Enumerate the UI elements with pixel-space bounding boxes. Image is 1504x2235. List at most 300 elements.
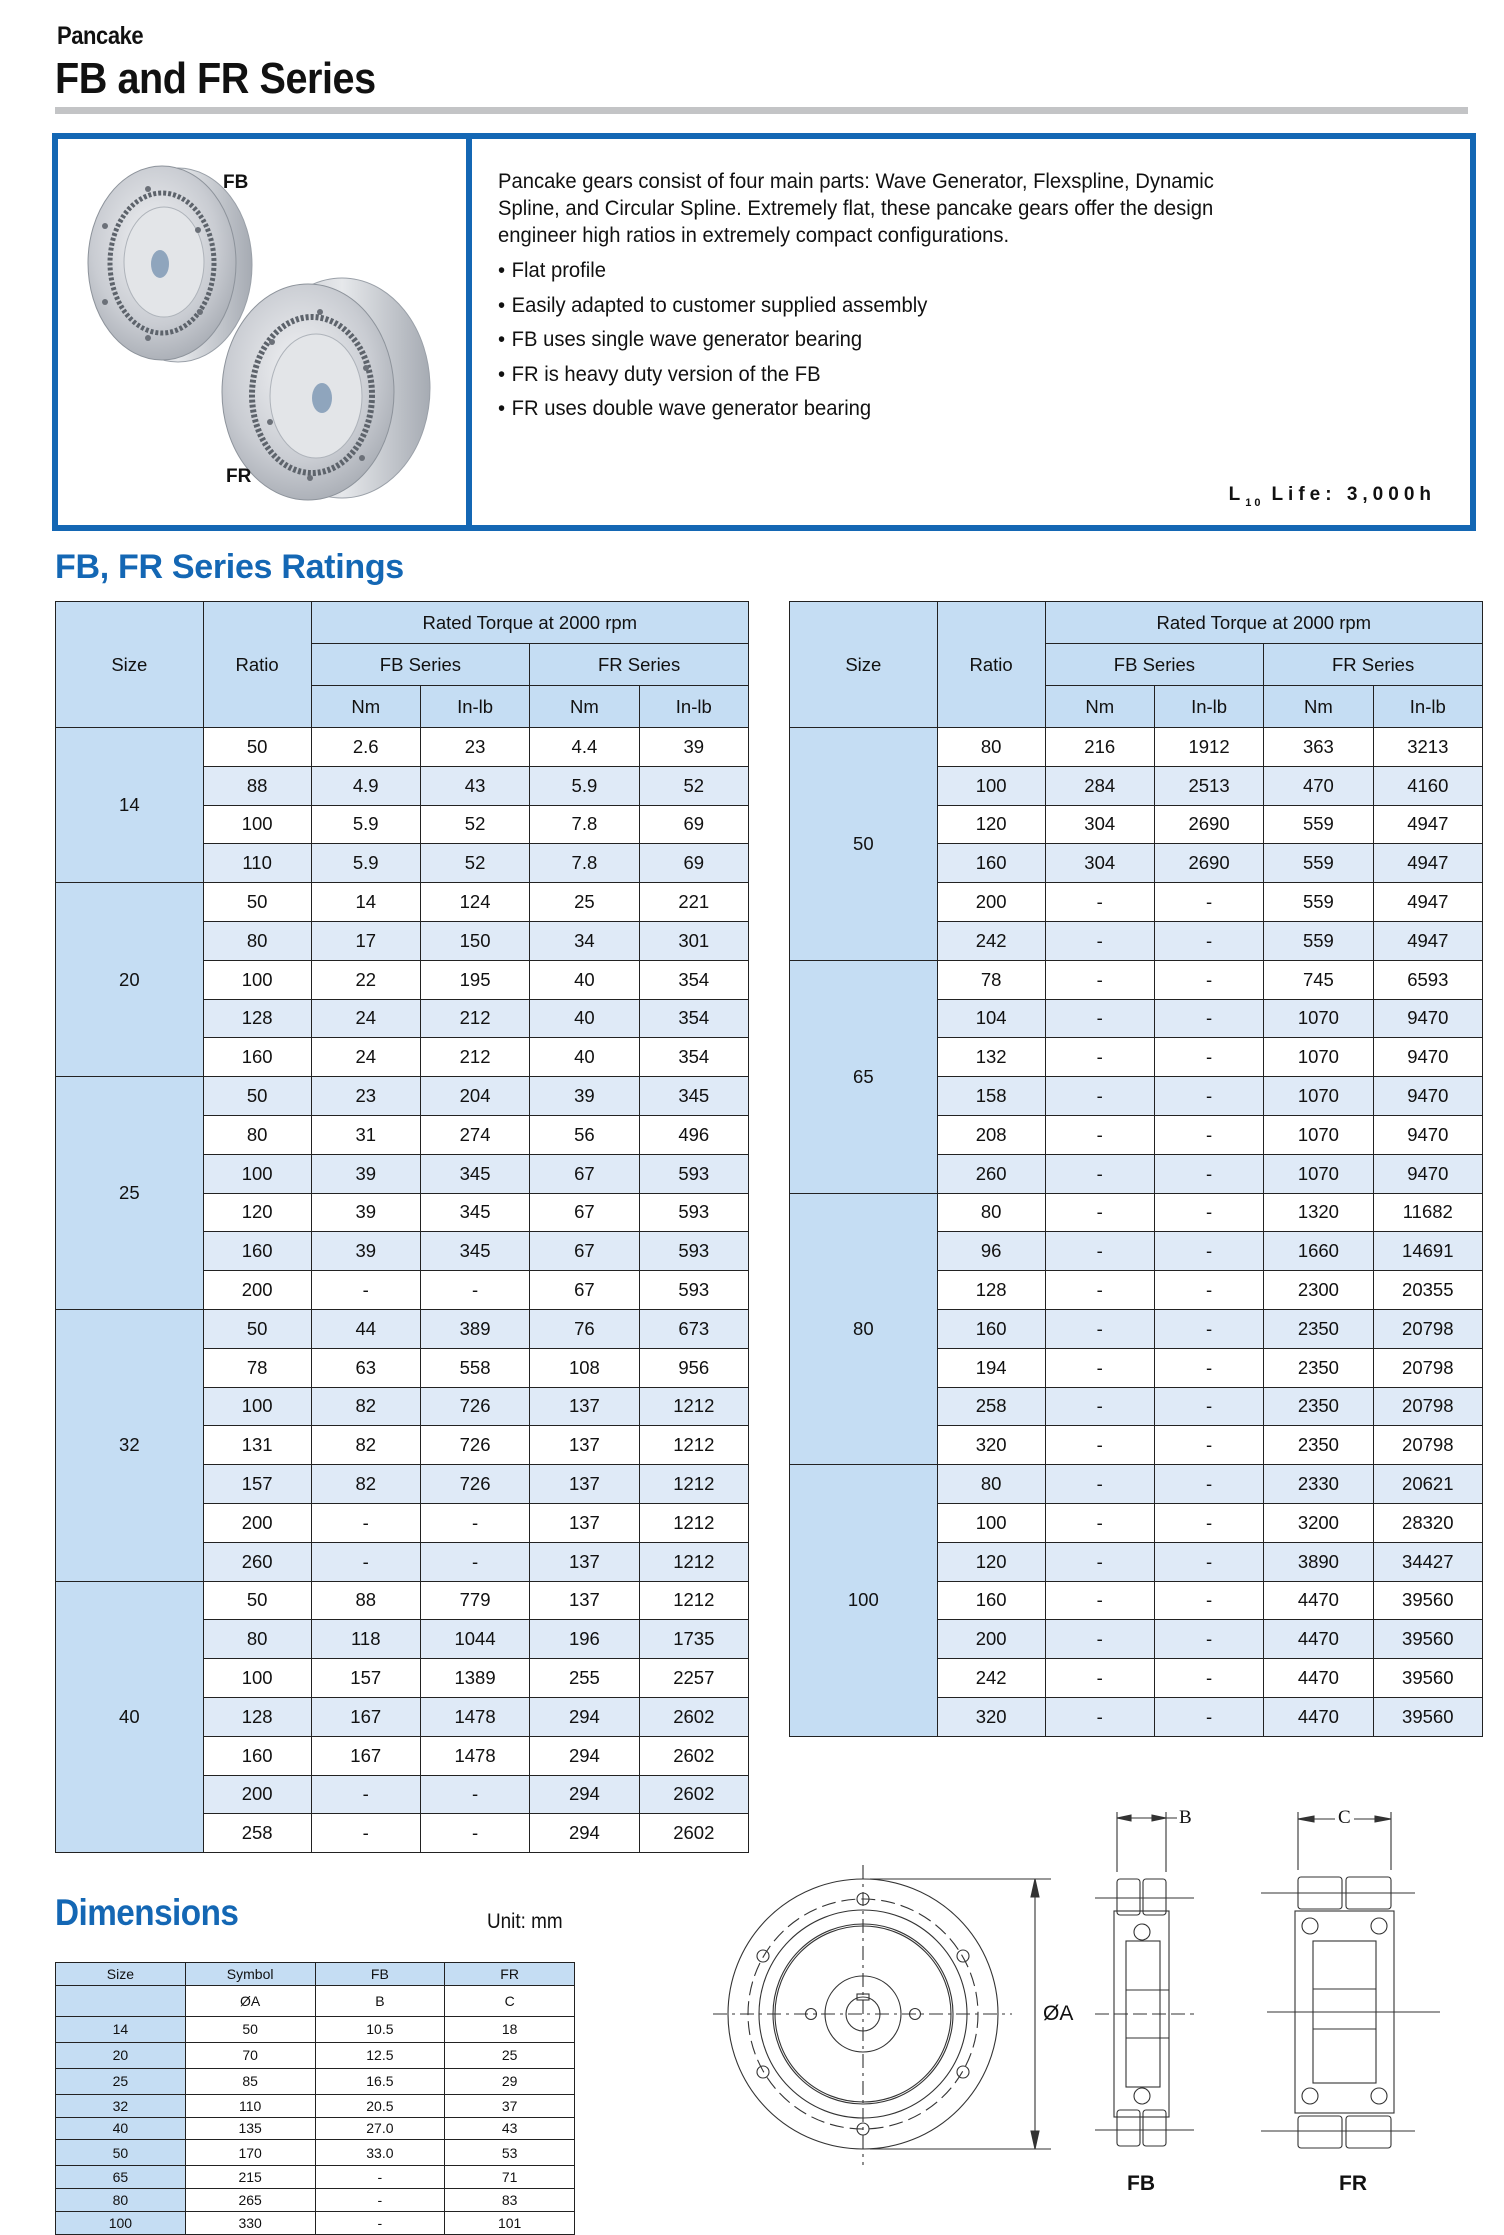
fr-nm-cell: 67 [530,1271,639,1310]
fb-nm-cell: 118 [311,1620,420,1659]
life-prefix: L [1228,484,1246,505]
fr-nm-cell: 137 [530,1387,639,1426]
description-line: engineer high ratios in extremely compact configurations. [498,223,1010,247]
fr-inlb-cell: 2602 [639,1814,748,1853]
ratings-heading: FB, FR Series Ratings [55,548,404,586]
fr-inlb-cell: 39560 [1373,1659,1482,1698]
fb-inlb-cell: - [1154,1154,1263,1193]
dim-header-symbol: Symbol [185,1963,315,1986]
fr-nm-cell: 559 [1264,921,1373,960]
size-cell: 100 [790,1465,938,1737]
fb-drawing-caption: FB [1127,2172,1155,2195]
table-row [56,2189,575,2212]
fb-nm-cell: - [311,1814,420,1853]
fr-inlb-cell: 1735 [639,1620,748,1659]
fr-nm-cell: 2350 [1264,1426,1373,1465]
ratio-cell: 100 [203,805,311,844]
fb-inlb-cell: 43 [420,766,529,805]
ratio-cell: 128 [203,1697,311,1736]
ratio-cell: 160 [203,1736,311,1775]
fr-inlb-cell: 1212 [639,1465,748,1504]
pancake-gear-illustration [60,140,462,520]
fb-inlb-cell: - [420,1814,529,1853]
ratio-cell: 160 [203,1232,311,1271]
fb-inlb-cell: - [420,1775,529,1814]
fb-inlb-cell: 726 [420,1426,529,1465]
fb-inlb-cell: 23 [420,728,529,767]
ratio-cell: 258 [203,1814,311,1853]
fb-nm-cell: - [1045,883,1154,922]
diameter-a-label: ØA [1043,2002,1074,2025]
fr-nm-cell: 4470 [1264,1581,1373,1620]
ratio-cell: 50 [203,1077,311,1116]
ratio-cell: 80 [203,1620,311,1659]
ratio-cell: 100 [203,1387,311,1426]
fr-nm-cell: 40 [530,999,639,1038]
fb-inlb-cell: - [1154,1542,1263,1581]
fr-inlb-cell: 4947 [1373,883,1482,922]
fr-inlb-cell: 2602 [639,1775,748,1814]
dim-size-cell: 14 [56,2016,186,2042]
fr-inlb-cell: 956 [639,1348,748,1387]
fr-inlb-cell: 1212 [639,1581,748,1620]
fb-series-header: FB Series [1045,644,1264,686]
fr-inlb-cell: 9470 [1373,999,1482,1038]
feature-item: • FR is heavy duty version of the FB [498,361,1325,396]
size-cell: 14 [56,728,204,883]
dim-c-cell: 25 [445,2042,575,2068]
fb-nm-cell: 39 [311,1193,420,1232]
fr-nm-cell: 559 [1264,844,1373,883]
fb-nm-cell: - [1045,1193,1154,1232]
ratio-cell: 200 [203,1503,311,1542]
fr-inlb-cell: 496 [639,1115,748,1154]
fb-inlb-cell: 212 [420,999,529,1038]
fr-inlb-cell: 14691 [1373,1232,1482,1271]
fr-inlb-cell: 354 [639,960,748,999]
dim-c-cell: 43 [445,2117,575,2140]
fb-inlb-cell: 726 [420,1387,529,1426]
fr-inlb-cell: 34427 [1373,1542,1482,1581]
ratio-cell: 100 [203,1659,311,1698]
dim-a-cell: 70 [185,2042,315,2068]
ratio-header: Ratio [937,602,1045,728]
fb-nm-cell: 24 [311,999,420,1038]
ratio-cell: 78 [937,960,1045,999]
fb-nm-cell: 24 [311,1038,420,1077]
fb-nm-cell: - [1045,1077,1154,1116]
fb-nm-cell: 167 [311,1697,420,1736]
fb-nm-cell: 23 [311,1077,420,1116]
section-kicker: Pancake [57,22,144,50]
fb-nm-cell: 82 [311,1426,420,1465]
fr-nm-cell: 4470 [1264,1659,1373,1698]
fb-nm-cell: 44 [311,1309,420,1348]
dim-c-cell: 29 [445,2068,575,2094]
dim-size-cell: 50 [56,2140,186,2166]
fb-inlb-cell: 345 [420,1193,529,1232]
product-photo [60,140,462,520]
fb-nm-cell: - [1045,1620,1154,1659]
table-row [56,2166,575,2189]
fb-inlb-cell: - [1154,1620,1263,1659]
fb-nm-cell: - [1045,1271,1154,1310]
ratio-cell: 260 [937,1154,1045,1193]
fb-inlb-cell: - [1154,1232,1263,1271]
fr-nm-cell: 76 [530,1309,639,1348]
fb-nm-cell: 216 [1045,728,1154,767]
ratio-cell: 242 [937,921,1045,960]
fb-inlb-cell: 1912 [1154,728,1263,767]
fr-nm-cell: 4470 [1264,1697,1373,1736]
fr-inlb-cell: 39560 [1373,1581,1482,1620]
fr-inlb-cell: 593 [639,1232,748,1271]
dim-c-cell: 83 [445,2189,575,2212]
ratio-cell: 120 [203,1193,311,1232]
fr-series-header: FR Series [1264,644,1483,686]
size-cell: 25 [56,1077,204,1310]
ratio-cell: 120 [937,1542,1045,1581]
ratio-cell: 200 [203,1271,311,1310]
fb-nm-cell: - [311,1503,420,1542]
fb-nm-cell: - [311,1271,420,1310]
table-row [790,1465,1483,1504]
fr-inlb-cell: 39 [639,728,748,767]
ratio-cell: 100 [937,766,1045,805]
fr-nm-cell: 108 [530,1348,639,1387]
fb-inlb-cell: - [420,1503,529,1542]
dim-b-cell: 16.5 [315,2068,445,2094]
fb-nm-cell: - [1045,1503,1154,1542]
fb-nm-cell: 39 [311,1154,420,1193]
fb-nm-cell: 284 [1045,766,1154,805]
ratio-cell: 100 [937,1503,1045,1542]
size-cell: 20 [56,883,204,1077]
fb-inlb-cell: 212 [420,1038,529,1077]
fb-nm-cell: - [1045,1348,1154,1387]
fb-nm-cell: 157 [311,1659,420,1698]
fr-inlb-cell: 593 [639,1154,748,1193]
fb-inlb-cell: - [1154,1271,1263,1310]
fr-nm-cell: 1660 [1264,1232,1373,1271]
size-cell: 80 [790,1193,938,1465]
ratio-cell: 160 [203,1038,311,1077]
ratings-table-right [789,601,1483,1737]
fb-photo-label: FB [223,172,249,193]
fr-inlb-cell: 20798 [1373,1309,1482,1348]
fb-inlb-cell: 345 [420,1232,529,1271]
fr-nm-cell: 25 [530,883,639,922]
ratio-cell: 50 [203,728,311,767]
fr-inlb-cell: 28320 [1373,1503,1482,1542]
fb-inlb-cell: - [1154,883,1263,922]
fr-inlb-cell: 4947 [1373,844,1482,883]
fr-nm-cell: 2300 [1264,1271,1373,1310]
fb-inlb-cell: - [1154,960,1263,999]
table-row [56,2042,575,2068]
ratio-cell: 88 [203,766,311,805]
fb-nm-cell: - [1045,1387,1154,1426]
fr-inlb-header: In-lb [639,686,748,728]
fr-nm-cell: 1070 [1264,999,1373,1038]
fb-nm-cell: 31 [311,1115,420,1154]
fr-nm-cell: 470 [1264,766,1373,805]
fb-inlb-cell: 52 [420,805,529,844]
description-paragraph [498,168,1325,249]
fb-inlb-cell: 2513 [1154,766,1263,805]
ratio-cell: 158 [937,1077,1045,1116]
fb-inlb-header: In-lb [1154,686,1263,728]
fb-inlb-cell: 2690 [1154,805,1263,844]
fr-nm-cell: 39 [530,1077,639,1116]
fr-inlb-cell: 20798 [1373,1348,1482,1387]
fr-nm-header: Nm [1264,686,1373,728]
fb-inlb-cell: 558 [420,1348,529,1387]
fb-inlb-cell: 1478 [420,1736,529,1775]
dim-header-size: Size [56,1963,186,1986]
fb-nm-cell: - [1045,1697,1154,1736]
fr-inlb-cell: 1212 [639,1426,748,1465]
ratio-cell: 128 [937,1271,1045,1310]
fr-inlb-cell: 39560 [1373,1697,1482,1736]
fb-inlb-cell: 124 [420,883,529,922]
fr-nm-cell: 2330 [1264,1465,1373,1504]
ratio-cell: 100 [203,960,311,999]
fr-nm-cell: 2350 [1264,1387,1373,1426]
fb-inlb-cell: 204 [420,1077,529,1116]
dim-symbol-size [56,1985,186,2016]
fr-nm-cell: 4.4 [530,728,639,767]
fb-inlb-cell: - [1154,1309,1263,1348]
life-text: Life: 3,000h [1271,484,1436,505]
ratio-cell: 80 [937,1465,1045,1504]
fb-inlb-cell: - [1154,1697,1263,1736]
dim-a-cell: 330 [185,2211,315,2234]
fr-nm-cell: 40 [530,960,639,999]
table-row [56,2094,575,2117]
fr-inlb-cell: 9470 [1373,1077,1482,1116]
ratio-cell: 100 [203,1154,311,1193]
dimensions-heading: Dimensions [55,1892,239,1933]
ratio-cell: 320 [937,1697,1045,1736]
fr-nm-cell: 3890 [1264,1542,1373,1581]
fr-nm-cell: 137 [530,1426,639,1465]
size-cell: 50 [790,728,938,961]
fr-inlb-cell: 2602 [639,1697,748,1736]
fb-inlb-cell: 150 [420,921,529,960]
fr-nm-cell: 294 [530,1814,639,1853]
description-line: Pancake gears consist of four main parts: Wave Generator, Flexspline, Dynamic [498,169,1214,193]
fb-nm-cell: 17 [311,921,420,960]
fb-series-header: FB Series [311,644,530,686]
dim-a-cell: 110 [185,2094,315,2117]
fb-nm-cell: 167 [311,1736,420,1775]
life-subscript: 10 [1245,497,1264,509]
fb-inlb-cell: - [420,1271,529,1310]
fb-nm-cell: - [311,1542,420,1581]
fr-inlb-cell: 593 [639,1271,748,1310]
ratio-cell: 200 [203,1775,311,1814]
dim-c-cell: 53 [445,2140,575,2166]
ratio-cell: 160 [937,844,1045,883]
fr-inlb-cell: 20798 [1373,1387,1482,1426]
ratio-cell: 50 [203,883,311,922]
fr-inlb-cell: 20355 [1373,1271,1482,1310]
ratio-cell: 104 [937,999,1045,1038]
fr-inlb-cell: 2602 [639,1736,748,1775]
unit-label: Unit: mm [487,1910,563,1933]
fb-nm-cell: - [1045,1154,1154,1193]
rated-torque-header: Rated Torque at 2000 rpm [311,602,748,644]
dim-size-cell: 100 [56,2211,186,2234]
fr-nm-cell: 1070 [1264,1077,1373,1116]
dim-header-fr: FR [445,1963,575,1986]
feature-item: • Flat profile [498,257,1325,292]
dimensions-table [55,1962,575,2235]
dim-a-cell: 85 [185,2068,315,2094]
fr-inlb-cell: 1212 [639,1542,748,1581]
fr-inlb-cell: 39560 [1373,1620,1482,1659]
dim-b-cell: - [315,2211,445,2234]
fr-inlb-cell: 4947 [1373,921,1482,960]
fr-side-view-drawing [1261,1812,1440,2148]
dim-size-cell: 25 [56,2068,186,2094]
table-row [56,728,749,767]
table-row [56,2016,575,2042]
fr-nm-cell: 67 [530,1232,639,1271]
fr-inlb-cell: 6593 [1373,960,1482,999]
fb-nm-cell: 5.9 [311,844,420,883]
l10-life-rating [1229,484,1436,509]
fr-nm-cell: 294 [530,1775,639,1814]
fb-inlb-cell: - [1154,999,1263,1038]
fb-nm-cell: - [1045,1581,1154,1620]
fb-inlb-cell: 1044 [420,1620,529,1659]
table-row [56,2140,575,2166]
fb-nm-header: Nm [1045,686,1154,728]
table-row [790,960,1483,999]
ratio-cell: 200 [937,1620,1045,1659]
fr-nm-cell: 1070 [1264,1115,1373,1154]
fr-nm-cell: 56 [530,1115,639,1154]
ratio-cell: 131 [203,1426,311,1465]
ratio-cell: 160 [937,1581,1045,1620]
fr-nm-cell: 255 [530,1659,639,1698]
fr-nm-cell: 559 [1264,805,1373,844]
fr-photo-label: FR [226,466,252,487]
ratio-cell: 80 [203,921,311,960]
dim-symbol-a: ØA [185,1985,315,2016]
dim-b-cell: - [315,2166,445,2189]
fb-inlb-cell: 52 [420,844,529,883]
fr-inlb-cell: 593 [639,1193,748,1232]
fr-nm-cell: 137 [530,1503,639,1542]
fr-nm-cell: 2350 [1264,1348,1373,1387]
fb-inlb-cell: 1389 [420,1659,529,1698]
fb-inlb-header: In-lb [420,686,529,728]
fb-inlb-cell: - [1154,1659,1263,1698]
fb-inlb-cell: - [1154,921,1263,960]
fr-nm-cell: 4470 [1264,1620,1373,1659]
ratings-table-left [55,601,749,1853]
fb-inlb-cell: 274 [420,1115,529,1154]
fr-nm-cell: 5.9 [530,766,639,805]
fr-inlb-cell: 221 [639,883,748,922]
ratio-cell: 157 [203,1465,311,1504]
ratio-cell: 260 [203,1542,311,1581]
dim-a-cell: 170 [185,2140,315,2166]
fr-nm-cell: 67 [530,1193,639,1232]
feature-list [498,257,1378,430]
fb-gear-image [88,166,252,362]
size-cell: 32 [56,1309,204,1581]
fr-nm-cell: 7.8 [530,805,639,844]
b-dimension-label: B [1179,1807,1192,1828]
fb-inlb-cell: 195 [420,960,529,999]
feature-item: • FB uses single wave generator bearing [498,326,1325,361]
fb-inlb-cell: - [1154,1465,1263,1504]
table-row [56,1077,749,1116]
fb-nm-cell: - [1045,1659,1154,1698]
fb-nm-cell: - [1045,999,1154,1038]
ratio-cell: 110 [203,844,311,883]
size-cell: 40 [56,1581,204,1853]
fb-nm-cell: 14 [311,883,420,922]
fr-nm-cell: 294 [530,1736,639,1775]
dim-a-cell: 265 [185,2189,315,2212]
dim-c-cell: 37 [445,2094,575,2117]
fb-inlb-cell: - [1154,1077,1263,1116]
ratio-cell: 200 [937,883,1045,922]
ratio-cell: 50 [203,1309,311,1348]
fr-nm-cell: 137 [530,1465,639,1504]
fb-nm-cell: - [1045,1465,1154,1504]
dim-a-cell: 50 [185,2016,315,2042]
fb-nm-cell: 304 [1045,805,1154,844]
fr-nm-cell: 3200 [1264,1503,1373,1542]
fb-nm-cell: 82 [311,1387,420,1426]
fr-nm-cell: 67 [530,1154,639,1193]
intro-description [498,168,1378,430]
fb-inlb-cell: 345 [420,1154,529,1193]
fb-inlb-cell: - [1154,1193,1263,1232]
fr-inlb-cell: 1212 [639,1503,748,1542]
fb-inlb-cell: - [1154,1038,1263,1077]
fr-inlb-cell: 301 [639,921,748,960]
ratio-cell: 120 [937,805,1045,844]
fb-inlb-cell: - [1154,1387,1263,1426]
table-row [56,1309,749,1348]
fb-inlb-cell: 1478 [420,1697,529,1736]
fr-inlb-cell: 2257 [639,1659,748,1698]
fr-inlb-cell: 673 [639,1309,748,1348]
size-header: Size [56,602,204,728]
fb-nm-cell: 5.9 [311,805,420,844]
fb-nm-cell: 63 [311,1348,420,1387]
fb-side-view-drawing [1095,1812,1194,2146]
ratio-cell: 160 [937,1309,1045,1348]
size-header: Size [790,602,938,728]
fb-inlb-cell: - [1154,1348,1263,1387]
table-row [56,2068,575,2094]
fb-inlb-cell: - [1154,1426,1263,1465]
fb-nm-header: Nm [311,686,420,728]
fb-nm-cell: 4.9 [311,766,420,805]
dim-b-cell: 20.5 [315,2094,445,2117]
dimension-drawings [690,1800,1504,2223]
fr-inlb-cell: 4160 [1373,766,1482,805]
front-view-drawing [713,1865,1051,2165]
